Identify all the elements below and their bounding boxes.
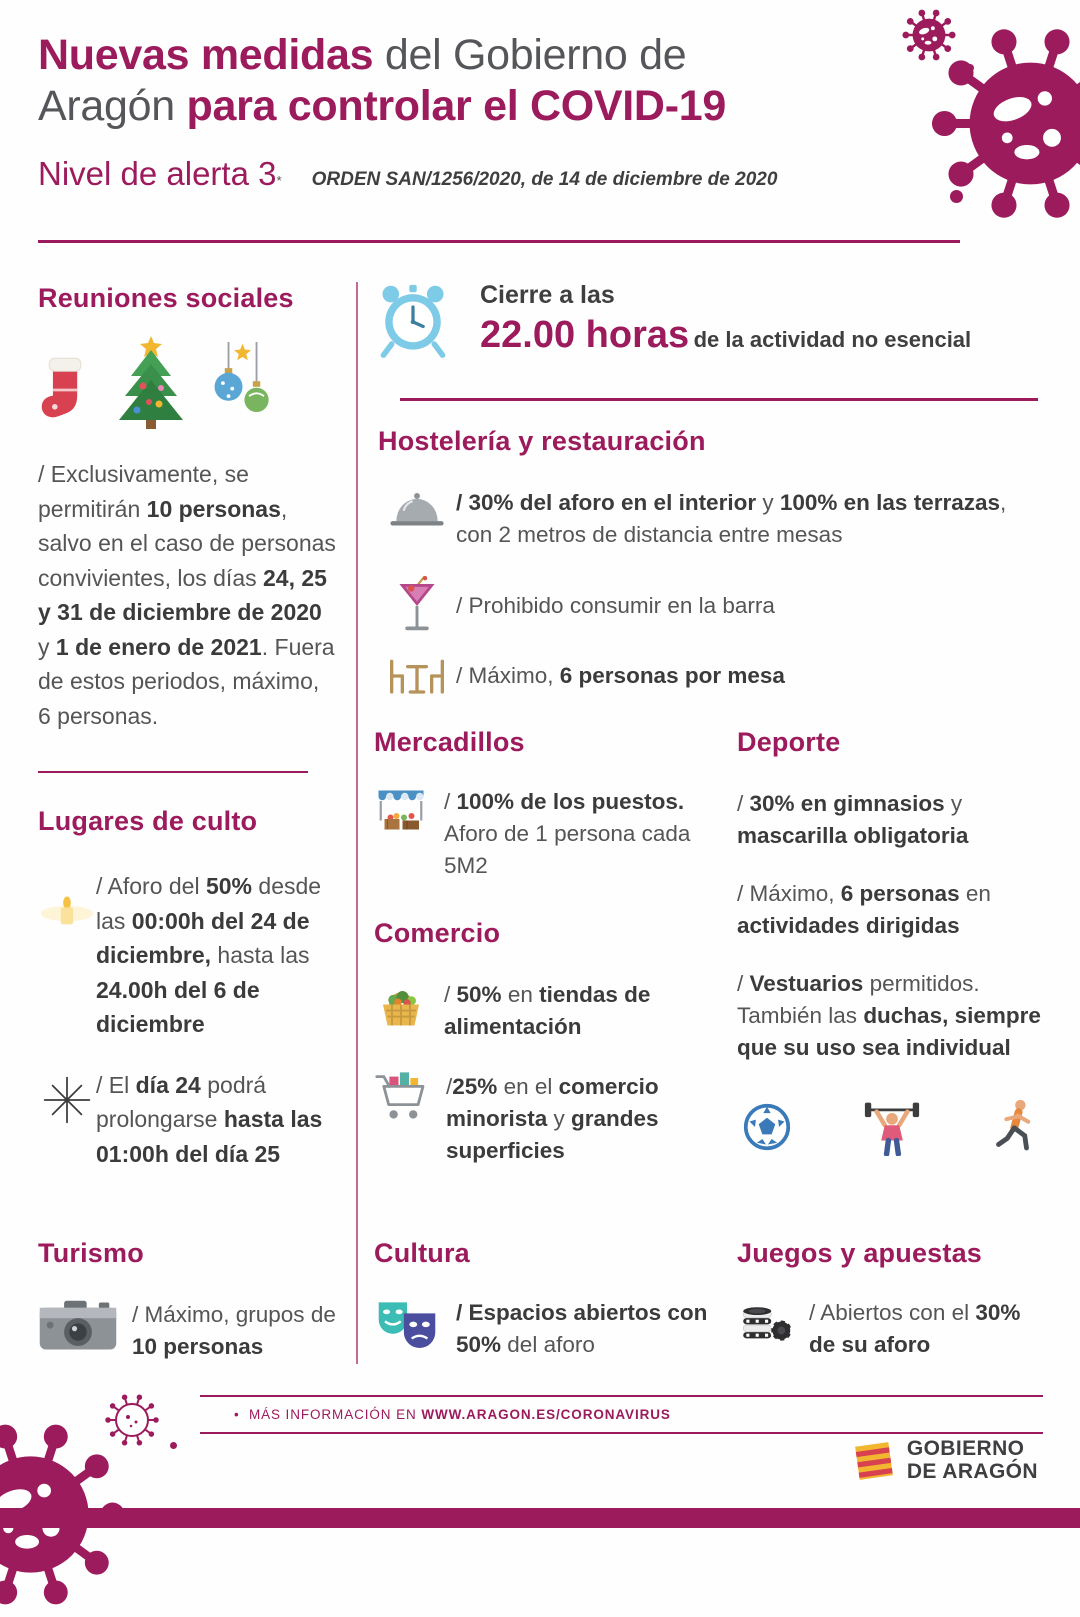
decor-dot [170,1442,177,1449]
section-comercio [374,918,710,1167]
ornaments-icon [208,339,278,429]
cultura-title: Cultura [374,1238,470,1268]
hosteleria-item-aforo [378,487,1040,551]
cocktail-icon [378,575,456,637]
virus-outline-icon [102,1390,162,1450]
market-stall-icon [374,786,428,840]
closure-divider [400,398,1038,401]
christmas-icons-row [38,334,336,429]
camera-icon [38,1299,118,1353]
order-reference: ORDEN SAN/1256/2020, de 14 de diciembre de 2020 [311,169,778,191]
closure-line1: Cierre a las [480,281,615,309]
bottom-accent-bar [0,1508,1080,1528]
aragon-flag-icon [851,1438,897,1484]
culto-title: Lugares de culto [38,806,258,836]
deporte-icons-row [737,1098,1045,1156]
hosteleria-title: Hostelería y restauración [378,426,706,456]
mercadillos-item-text: / 100% de los puestos. Aforo de 1 persona cada 5M2 [444,789,691,878]
cultura-item-text: / Espacios abiertos con 50% del aforo [456,1300,708,1357]
section-lugares-de-culto [38,806,340,1171]
section-hosteleria [378,426,1040,695]
comercio-title: Comercio [374,918,501,948]
title-line1-bold: Nuevas medidas [38,31,374,79]
title-line2-rest: Aragón [38,81,187,130]
football-icon [743,1103,791,1151]
section-cultura [374,1238,718,1361]
decor-dot [966,64,974,72]
alert-level: Nivel de alerta 3 [38,155,277,193]
reuniones-title: Reuniones sociales [38,283,294,313]
food-basket-icon [374,979,428,1033]
mercadillos-title: Mercadillos [374,727,525,757]
section-divider [38,771,308,773]
theater-masks-icon [374,1297,440,1355]
candle-icon [38,895,96,929]
gov-line1: GOBIERNO [906,1437,1025,1461]
star-icon [38,1076,96,1124]
decor-dot [950,190,963,203]
turismo-title: Turismo [38,1238,144,1268]
turismo-item [38,1299,338,1363]
christmas-tree-icon [110,334,192,429]
footer-bullet: • [234,1407,240,1422]
juegos-item [737,1297,1047,1361]
header-divider [38,240,960,243]
alert-asterisk: * [276,173,282,189]
comercio-item-minorista-text: /25% en el comercio minorista y grandes superficies [446,1073,659,1163]
poker-chips-icon [737,1297,793,1347]
mercadillos-item [374,786,710,882]
section-reuniones-sociales [38,283,336,773]
hosteleria-item-mesa [378,657,1040,695]
footer-info-strip [200,1395,1043,1434]
cultura-item [374,1297,718,1361]
footer-info-prefix: MÁS INFORMACIÓN EN [248,1407,422,1422]
closure-banner [376,281,1040,359]
footer-info-url: WWW.ARAGON.ES/CORONAVIRUS [421,1407,671,1422]
hosteleria-item-barra [378,575,1040,637]
closure-rest: de la actividad no esencial [693,327,972,352]
comercio-item-alimentacion-text: / 50% en tiendas de alimentación [444,982,651,1039]
turismo-item-text: / Máximo, grupos de 10 personas [132,1302,336,1359]
culto-item-aforo [38,869,340,1042]
hosteleria-item-aforo-text: / 30% del aforo en el interior y 100% en las terrazas, con 2 metros de distancia entre mesas [456,490,1007,547]
hosteleria-item-mesa-text: / Máximo, 6 personas por mesa [456,662,785,688]
section-deporte [737,727,1045,1156]
virus-icon [900,6,958,64]
juegos-item-text: / Abiertos con el 30% de su aforo [809,1300,1021,1357]
alarm-clock-icon [376,281,450,359]
closure-time: 22.00 horas [480,314,690,356]
culto-item-dia24-text: / El día 24 podrá prolongarse hasta las 01:00h del día 25 [96,1071,323,1167]
vertical-divider [356,282,358,1364]
section-turismo [38,1238,338,1363]
reuniones-text: / Exclusivamente, se permitirán 10 personas, salvo en el caso de personas convivientes, los días 24, 25 y 31 de diciembre de 2020 y 1 de enero de 2021. Fuera de estos periodos, máximo, 6 personas. [38,461,336,729]
stocking-icon [38,351,94,429]
title-line1-rest: del Gobierno de [373,31,687,79]
gov-line2: DE ARAGÓN [906,1460,1038,1483]
page-title [38,30,868,131]
title-line2-bold: para controlar el COVID-19 [186,81,726,130]
decor-dot [90,1466,100,1476]
gobierno-aragon-text [907,1438,1038,1483]
comercio-item-alimentacion [374,979,710,1043]
comercio-item-minorista [374,1071,710,1167]
deporte-item-actividades: / Máximo, 6 personas en actividades dirigidas [737,880,991,938]
closure-line2 [480,314,971,357]
juegos-title: Juegos y apuestas [737,1238,983,1268]
shopping-cart-icon [374,1071,430,1127]
gobierno-aragon-logo [851,1438,1038,1484]
alert-row [38,155,868,193]
runner-icon [993,1099,1039,1155]
culto-item-dia24 [38,1068,340,1172]
closure-text [480,281,971,357]
deporte-title: Deporte [737,727,841,757]
deporte-item-vestuarios: / Vestuarios permitidos. También las duchas, siempre que su uso sea individual [737,970,1041,1060]
section-mercadillos [374,727,710,882]
cloche-icon [378,487,456,533]
section-juegos-apuestas [737,1238,1047,1361]
hosteleria-item-barra-text: / Prohibido consumir en la barra [456,592,775,618]
culto-item-aforo-text: / Aforo del 50% desde las 00:00h del 24 de diciembre, hasta las 24.00h del 6 de diciembre [96,873,322,1037]
table-chairs-icon [378,657,456,695]
deporte-item-gimnasios: / 30% en gimnasios y mascarilla obligatoria [737,791,969,848]
gym-icon [864,1098,920,1156]
header [38,30,868,193]
